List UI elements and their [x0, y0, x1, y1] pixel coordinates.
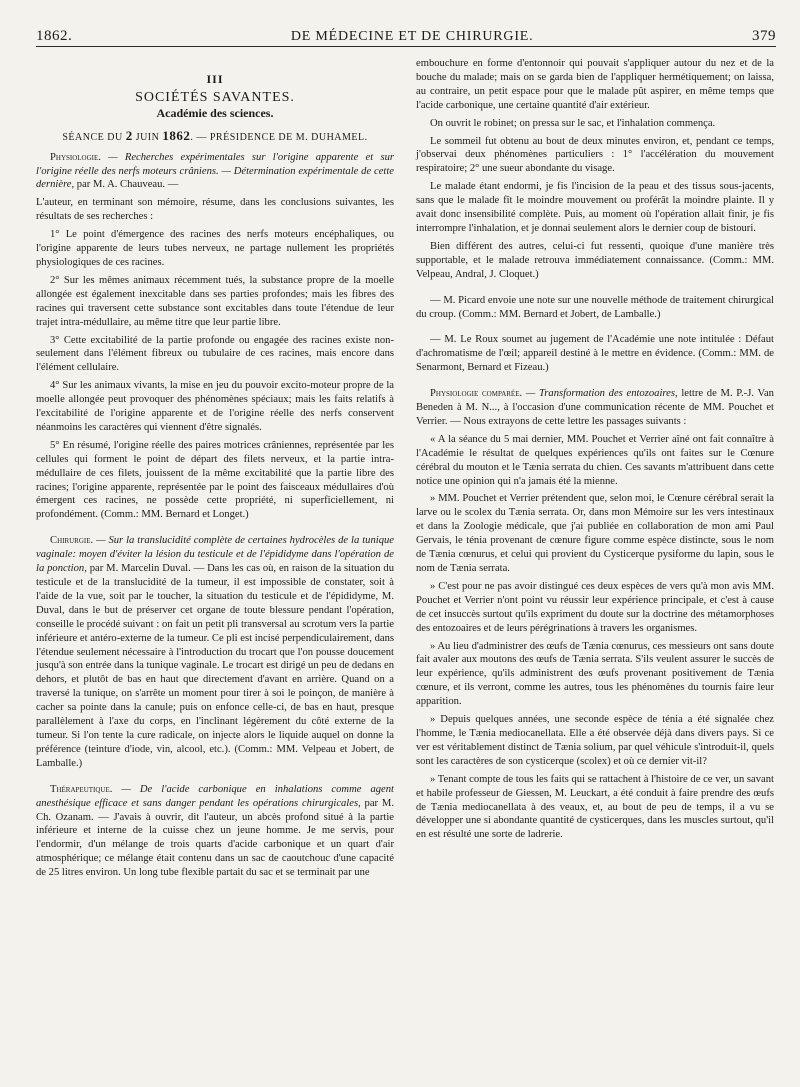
running-header: [36, 0, 776, 44]
picard-note: — M. Picard envoie une note sur une nouvelle méthode de traitement chirurgical du croup. (Comm.: MM. Bernard et Jobert, de Lamballe.): [416, 294, 774, 320]
quote-paragraph-4: » Au lieu d'administrer des œufs de Tænia cœnurus, ces messieurs ont sans doute fait avaler aux moutons des œufs de Tænia serrata. S'ils veulent assurer le succès de leur expérience, qu'ils administrent des œufs provenant positivement de Tænia cœnure, et ils verront, comme les autres, tous les phénomènes du tournis faire leur apparition.: [416, 640, 774, 708]
quote-paragraph-6: » Tenant compte de tous les faits qui se rattachent à l'histoire de ce ver, un savant et habile professeur de Giessen, M. Leuckart, a été conduit à faire prendre des œufs de Tænia mediocanellata à des veaux, et, au bout de peu de temps, il a vu se développer une si abondante quantité de cysticerques, dans les muscles surtout, qu'il en est résulté une sorte de ladrerie.: [416, 773, 774, 841]
header-page-number: 379: [752, 28, 776, 44]
physiologie-heading-paragraph: Physiologie. — Recherches expérimentales sur l'origine apparente et sur l'origine réelle des nerfs moteurs crâniens. — Détermination expérimentale de cette dernière, par M. A. Chauveau. —: [36, 151, 394, 191]
quote-paragraph-5: » Depuis quelques années, une seconde espèce de ténia a été signalée chez l'homme, le Tænia mediocanellata. Elle a été observée déjà dans divers pays. Si ce ver est véritablement distinct de Tænia solium, par quel véhicule s'introduit-il, quels sont les caractères de son cysticerque (scolex) et où ce dernier vit-il?: [416, 714, 774, 767]
conclusion-4: 4° Sur les animaux vivants, la mise en jeu du pouvoir excito-moteur propre de la moelle allongée peut provoquer des phénomènes spéciaux; mais les faits relatifs à l'excitabilité de l'origine apparente et de l'origine réelle des nerfs conservent néanmoins les caractères qui viennent d'être signalés.: [36, 380, 394, 433]
physiologie-intro: L'auteur, en terminant son mémoire, résume, dans les conclusions suivantes, les résultats de ses recherches :: [36, 197, 394, 223]
conclusion-1: 1° Le point d'émergence des racines des nerfs moteurs encéphaliques, ou l'origine apparente de leurs tubes nerveux, ne partage nullement les propriétés physiologiques de ces racines.: [36, 229, 394, 268]
recovery-paragraph: Bien différent des autres, celui-ci fut ressenti, quoique d'une manière très supportable, et le malade retrouva immédiatement connaissance. (Comm.: MM. Velpeau, Andral, J. Cloquet.): [416, 240, 774, 280]
right-column: [416, 57, 774, 884]
conclusion-2: 2° Sur les mêmes animaux récemment tués, la substance propre de la moelle allongée est également inexcitable dans ses parties profondes; mais les fibres des racines qui traversent cette substance sont excitables dans toute l'étendue de leur trajet intra-médullaire, au même titre que leur partie libre.: [36, 274, 394, 328]
header-journal-title: DE MÉDECINE ET DE CHIRURGIE.: [290, 29, 534, 44]
incision-paragraph: Le malade étant endormi, je fis l'incision de la peau et des tissus sous-jacents, sans que le malade fît le moindre mouvement ou proférât la moindre plainte. Il y avait donc insensibilité complète. Puis, au moment où l'opération allait finir, je fis interrompre l'inhalation, et je donnai seulement alors le dernier coup de bistouri.: [416, 181, 774, 234]
sleep-observation: Le sommeil fut obtenu au bout de deux minutes environ, et, pendant ce temps, j'observai deux phénomènes particuliers : 1° l'accélération du mouvement respiratoire; 2° une sueur abondante du visage.: [416, 135, 774, 175]
section-title: SOCIÉTÉS SAVANTES.: [135, 89, 295, 105]
quote-paragraph-1: « A la séance du 5 mai dernier, MM. Pouchet et Verrier aîné ont fait connaître à l'Académie le résultat de quelques expériences qu'ils ont faites sur le Cœnure cérébral du mouton et le Tænia serrata du chien. Ces savants m'attribuent dans cette notice une opinion qui n'a jamais été la mienne.: [416, 433, 774, 487]
inhalation-continued: embouchure en forme d'entonnoir qui pouvait s'appliquer autour du nez et de la bouche du malade; mais on se garda bien de l'appliquer hermétiquement; on laissa, au contraire, un petit espace pour que le malade pût aspirer, en même temps que l'acide carbonique, une certaine quantité d'air extérieur.: [416, 58, 774, 111]
section-subtitle: Académie des sciences.: [156, 105, 274, 120]
physiologie-comparee-paragraph: Physiologie comparée. — Transformation des entozoaires, lettre de M. P.-J. Van Beneden à M. N..., à l'occasion d'une communication récente de MM. Pouchet et Verrier. — Nous extrayons de cette lettre les passages suivants :: [416, 388, 774, 427]
therapeutique-paragraph: Thérapeutique. — De l'acide carbonique en inhalations comme agent anesthésique efficace et sans danger pendant les opérations chirurgicales, par M. Ch. Ozanam. — J'avais à ouvrir, dit l'auteur, un abcès profond situé à la partie inférieure et interne de la cuisse chez un jeune homme. Je me servis, pour l'endormir, d'un mélange de trois quarts d'acide carbonique et un quart d'air atmosphérique; ce mélange était contenu dans un sac de caoutchouc d'une capacité de 25 litres environ. Un long tube flexible partait du sac et se terminait par une: [36, 783, 395, 879]
conclusion-3: 3° Cette excitabilité de la partie profonde ou engagée des racines existe non-seulement dans l'élément fibreux ou tubulaire de ces racines, mais encore dans l'élément cellulaire.: [36, 334, 394, 374]
seance-line: SÉANCE DU 2 JUIN 1862. — PRÉSIDENCE DE M. DUHAMEL.: [62, 127, 368, 143]
quote-paragraph-2: » MM. Pouchet et Verrier prétendent que, selon moi, le Cœnure cérébral serait la larve ou le scolex du Tænia serrata. Or, dans mon Mémoire sur les vers intestinaux et dans la Zoologie médicale, que j'ai publiée en collaboration de mon ami Paul Gervais, le ténia provenant de cœnure figure comme espèce distincte, sous le nom de Tænia cœnurus, et celui qui provient du Cysticerque pysiforme du lapin, sous le nom de Tænia serrata.: [416, 493, 774, 574]
chirurgie-paragraph: Chirurgie. — Sur la translucidité complète de certaines hydrocèles de la tunique vaginale: moyen d'éviter la lésion du testicule et de l'épididyme dans l'opération de la ponction, par M. Marcelin Duval. — Dans les cas où, en raison de la situation du testicule et de la translucidité de la tumeur, il est impossible de constater, soit à l'aide de la vue, soit par le toucher, la situation du testicule et de l'épididyme, M. Duval, dans le but de préserver cet organe de toute blessure pendant l'opération, conseille le procédé suivant : on fait un petit pli transversal au scrotum vers la partie inférieure et antéro-externe de la tumeur. Ce pli est incisé perpendiculairement, dans l'étendue seulement nécessaire à l'introduction du trocart que l'on pousse doucement jusqu'à son entrée dans la tunique vaginale. Le trocart est dirigé un peu de dedans en dehors, et plutôt de bas en haut que directement d'avant en arrière. Quand on a traversé la tunique, on s'arrête un moment pour tirer à soi le poinçon, de manière à cacher sa pointe dans la canule; puis on enfonce celle-ci, de bas en haut, presque parallèlement à l'axe du corps, en l'inclinant légèrement du côté externe de la tumeur. Si l'on tente la cure radicale, on injecte alors le liquide auquel on donne la préférence (teinture d'iode, vin, alcool, etc.). (Comm.: MM. Velpeau et Jobert, de Lamballe.): [36, 535, 394, 769]
le-roux-note: — M. Le Roux soumet au jugement de l'Académie une note intitulée : Défaut d'achromatisme de l'œil; appareil destiné à le mettre en évidence. (Comm.: MM. de Senarmont, Bernard et Fizeau.): [416, 334, 774, 374]
conclusion-5: 5° En résumé, l'origine réelle des paires motrices crâniennes, représentée par les cellules qui forment le point de départ des filets nerveux, et la partie intra-médullaire de ces filets, jouissent de la même excitabilité que la partie libre des racines; l'origine apparente, représentée par le point des faisceaux médullaires d'où émergent ces racines, ne possède cette propriété, ni superficiellement, ni profondément. (Comm.: MM. Bernard et Longet.): [36, 439, 394, 521]
header-rule: [36, 46, 776, 47]
header-year: 1862.: [36, 28, 73, 44]
quote-paragraph-3: » C'est pour ne pas avoir distingué ces deux espèces de vers qu'à mon avis MM. Pouchet et Verrier n'ont point vu réussir leur expérience principale, et c'est à cause de cet insuccès surtout qu'ils expriment du doute sur la doctrine des métamorphoses des entozoaires et de leurs pérégrinations à travers les organismes.: [416, 580, 774, 634]
left-column: [36, 57, 394, 884]
inhalation-start: On ouvrit le robinet; on pressa sur le sac, et l'inhalation commença.: [430, 117, 716, 129]
section-number: III: [206, 72, 224, 86]
